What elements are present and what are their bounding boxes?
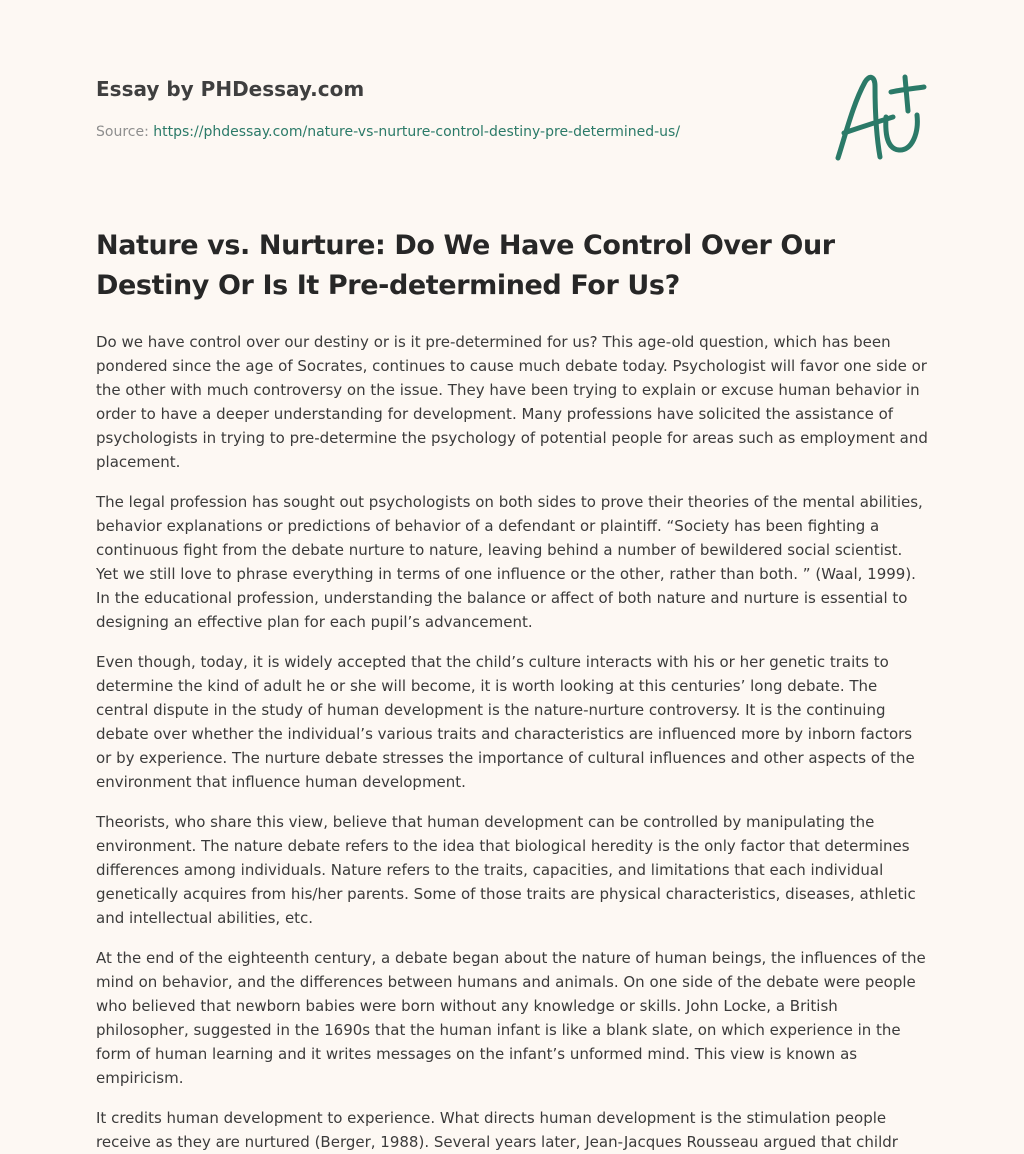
source-label: Source:: [96, 124, 149, 140]
source-line: [96, 124, 680, 140]
essay-paragraph-2: The legal profession has sought out psychologists on both sides to prove their theories of the mental abilities, behavior explanations or predictions of behavior of a defendant or plaintiff. “Society has been fighting a continuous fight from the debate nurture to nature, leaving behind a number of bewildered social scientist. Yet we still love to phrase everything in terms of one influence or the other, rather than both. ” (Waal, 1999). In the educational profession, understanding the balance or affect of both nature and nurture is essential to designing an effective plan for each pupil’s advancement.: [96, 493, 923, 631]
essay-body: [96, 330, 928, 1154]
site-brand: Essay by PHDessay.com: [96, 77, 365, 101]
page-header: [96, 0, 928, 196]
source-link[interactable]: https://phdessay.com/nature-vs-nurture-control-destiny-pre-determined-us/: [153, 124, 681, 140]
essay-title: Nature vs. Nurture: Do We Have Control Over Our Destiny Or Is It Pre-determined For Us?: [96, 230, 835, 301]
essay-paragraph-3: Even though, today, it is widely accepted that the child’s culture interacts with his or her genetic traits to determine the kind of adult he or she will become, it is worth looking at this centuries’ long debate. The central dispute in the study of human development is the nature-nurture controversy. It is the continuing debate over whether the individual’s various traits and characteristics are influenced more by inborn factors or by experience. The nurture debate stresses the importance of cultural influences and other aspects of the environment that influence human development.: [96, 653, 915, 791]
essay-paragraph-4: Theorists, who share this view, believe that human development can be controlled by manipulating the environment. The nature debate refers to the idea that biological heredity is the only factor that determines differences among individuals. Nature refers to the traits, capacities, and limitations that each individual genetically acquires from his/her parents. Some of those traits are physical characteristics, diseases, athletic and intellectual abilities, etc.: [96, 813, 916, 927]
essay-paragraph-5: At the end of the eighteenth century, a debate began about the nature of human beings, the influences of the mind on behavior, and the differences between humans and animals. On one side of the debate were people who believed that newborn babies were born without any knowledge or skills. John Locke, a British philosopher, suggested in the 1690s that the human infant is like a blank slate, on which experience in the form of human learning and it writes messages on the infant’s unformed mind. This view is known as empiricism.: [96, 949, 926, 1087]
essay-paragraph-6: It credits human development to experience. What directs human development is the stimulation people receive as they are nurtured (Berger, 1988). Several years later, Jean-Jacques Rousseau argued that childr: [96, 1109, 898, 1151]
a-plus-grade-icon: [830, 66, 930, 164]
essay-paragraph-1: Do we have control over our destiny or is it pre-determined for us? This age-old question, which has been pondered since the age of Socrates, continues to cause much debate today. Psychologist will favor one side or the other with much controversy on the issue. They have been trying to explain or excuse human behavior in order to have a deeper understanding for development. Many professions have solicited the assistance of psychologists in trying to pre-determine the psychology of potential people for areas such as employment and placement.: [96, 333, 928, 471]
essay-main: [96, 226, 928, 1154]
